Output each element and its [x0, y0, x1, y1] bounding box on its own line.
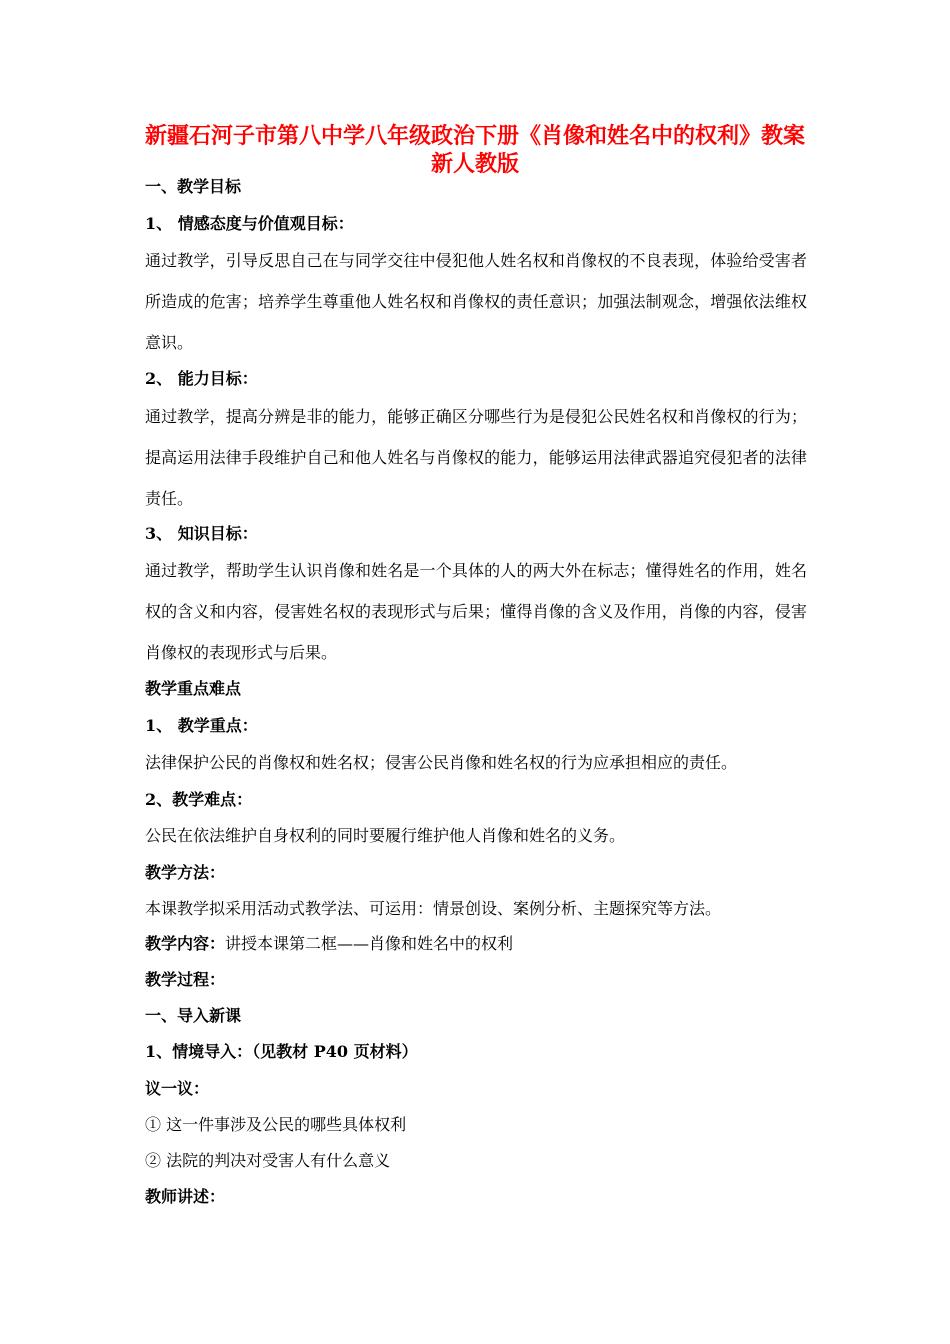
question-2: ② 法院的判决对受害人有什么意义: [145, 1151, 391, 1170]
teaching-content-label: 教学内容：: [145, 934, 226, 953]
heading-situation-intro: 1、情境导入：（见教材 P40 页材料）: [145, 1042, 418, 1061]
heading-knowledge-goal: 3、 知识目标：: [145, 524, 258, 543]
heading-new-lesson: 一、导入新课: [145, 1006, 242, 1025]
paragraph-ability-goal: 通过教学，提高分辨是非的能力，能够正确区分哪些行为是侵犯公民姓名权和肖像权的行为；提高运用法律手段维护自己和他人姓名与肖像权的能力，能够运用法律武器追究侵犯者的法律责任。: [145, 407, 807, 508]
heading-key-points: 教学重点难点: [145, 679, 242, 698]
paragraph-knowledge-goal: 通过教学，帮助学生认识肖像和姓名是一个具体的人的两大外在标志；懂得姓名的作用，姓名权的含义和内容，侵害姓名权的表现形式与后果；懂得肖像的含义及作用，肖像的内容，侵害肖像权的表现形式与后果。: [145, 561, 807, 662]
heading-teacher-narration: 教师讲述：: [145, 1187, 226, 1206]
heading-ability-goal: 2、 能力目标：: [145, 369, 258, 388]
heading-teaching-process: 教学过程：: [145, 970, 226, 989]
heading-teaching-method: 教学方法：: [145, 863, 226, 882]
teaching-content-text: 讲授本课第二框——肖像和姓名中的权利: [225, 934, 514, 953]
paragraph-emotion-goal: 通过教学，引导反思自己在与同学交往中侵犯他人姓名权和肖像权的不良表现，体验给受害者所造成的危害；培养学生尊重他人姓名权和肖像权的责任意识；加强法制观念，增强依法维权意识。: [145, 251, 807, 352]
document-title: 新疆石河子市第八中学八年级政治下册《肖像和姓名中的权利》教案 新人教版: [144, 123, 805, 177]
heading-teaching-goals: 一、教学目标: [145, 177, 242, 196]
heading-emotion-goal: 1、 情感态度与价值观目标：: [145, 214, 354, 233]
paragraph-teaching-method: 本课教学拟采用活动式教学法、可运用：情景创设、案例分析、主题探究等方法。: [145, 899, 722, 918]
heading-discuss: 议一议：: [145, 1079, 210, 1098]
teaching-content-line: [145, 934, 810, 954]
paragraph-teaching-focus: 法律保护公民的肖像权和姓名权；侵害公民肖像和姓名权的行为应承担相应的责任。: [145, 753, 738, 772]
paragraph-teaching-difficulty: 公民在依法维护自身权利的同时要履行维护他人肖像和姓名的义务。: [145, 826, 626, 845]
heading-teaching-difficulty: 2、教学难点：: [145, 790, 253, 809]
question-1: ① 这一件事涉及公民的哪些具体权利: [145, 1115, 407, 1134]
heading-teaching-focus: 1、 教学重点：: [145, 716, 258, 735]
